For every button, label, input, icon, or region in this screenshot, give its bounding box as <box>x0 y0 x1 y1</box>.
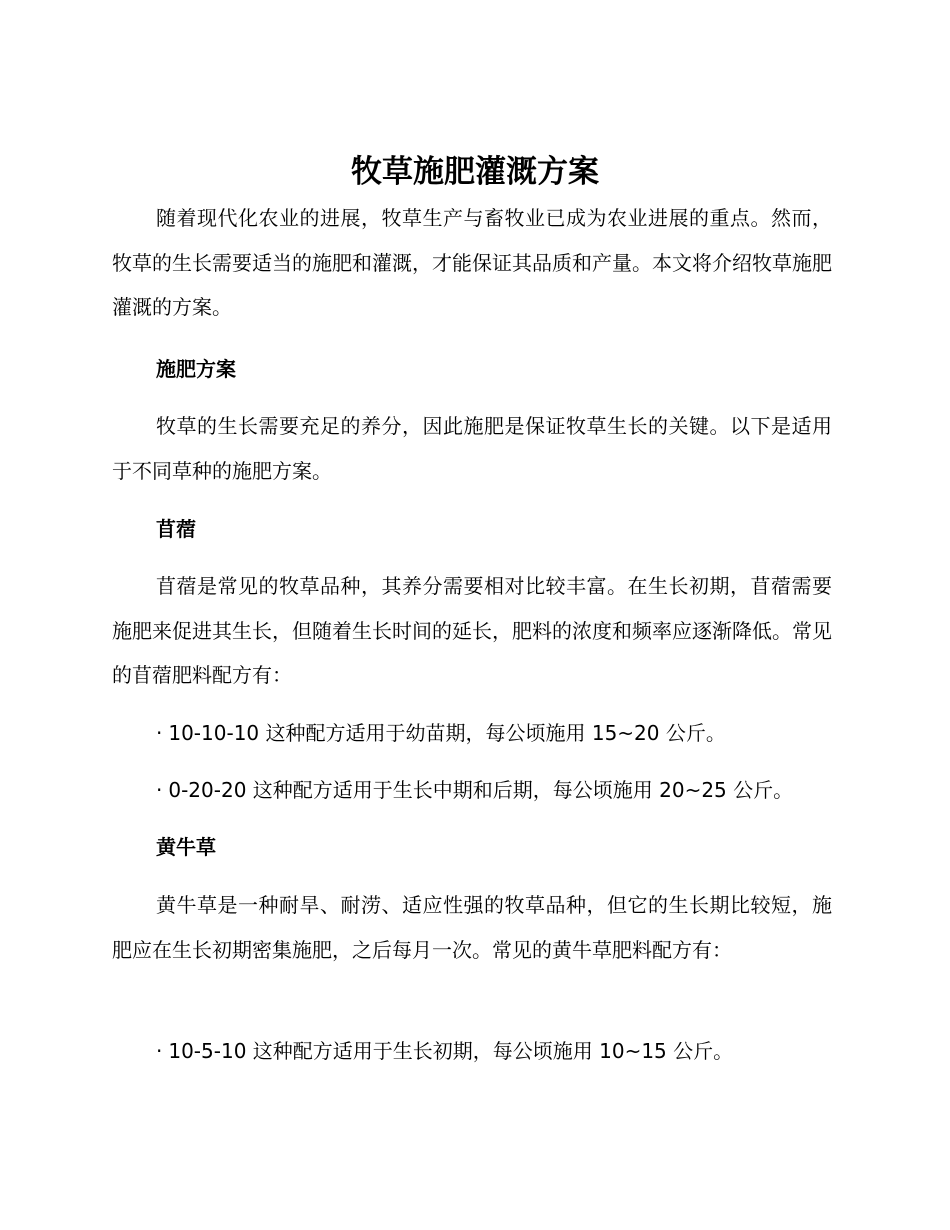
bullet-text: 10-5-10 这种配方适用于生长初期，每公顷施用 10~15 公斤。 <box>168 1039 734 1063</box>
bullet-marker: · <box>156 1039 163 1063</box>
alfalfa-paragraph: 苜蓿是常见的牧草品种，其养分需要相对比较丰富。在生长初期，苜蓿需要施肥来促进其生长，但随着生长时间的延长，肥料的浓度和频率应逐渐降低。常见的苜蓿肥料配方有： <box>112 574 832 687</box>
bullet-marker: · <box>156 721 163 745</box>
document-title: 牧草施肥灌溉方案 <box>351 154 599 190</box>
intro-paragraph: 随着现代化农业的进展，牧草生产与畜牧业已成为农业进展的重点。然而，牧草的生长需要适当的施肥和灌溉，才能保证其品质和产量。本文将介绍牧草施肥灌溉的方案。 <box>112 206 832 319</box>
fertilization-paragraph: 牧草的生长需要充足的养分，因此施肥是保证牧草生长的关键。以下是适用于不同草种的施肥方案。 <box>112 414 832 483</box>
section-heading-fertilization: 施肥方案 <box>156 357 236 381</box>
bullet-marker: · <box>156 778 163 802</box>
subheading-yellow-bull-grass: 黄牛草 <box>156 835 216 859</box>
bullet-text: 10-10-10 这种配方适用于幼苗期，每公顷施用 15~20 公斤。 <box>168 721 726 745</box>
alfalfa-bullet-2 <box>156 775 836 805</box>
alfalfa-bullet-1 <box>156 718 836 748</box>
bullet-text: 0-20-20 这种配方适用于生长中期和后期，每公顷施用 20~25 公斤。 <box>168 778 794 802</box>
yellow-bull-grass-paragraph: 黄牛草是一种耐旱、耐涝、适应性强的牧草品种，但它的生长期比较短，施肥应在生长初期密集施肥，之后每月一次。常见的黄牛草肥料配方有： <box>112 893 832 962</box>
yellow-bull-grass-bullet-1 <box>156 1036 836 1066</box>
subheading-alfalfa: 苜蓿 <box>156 517 196 541</box>
